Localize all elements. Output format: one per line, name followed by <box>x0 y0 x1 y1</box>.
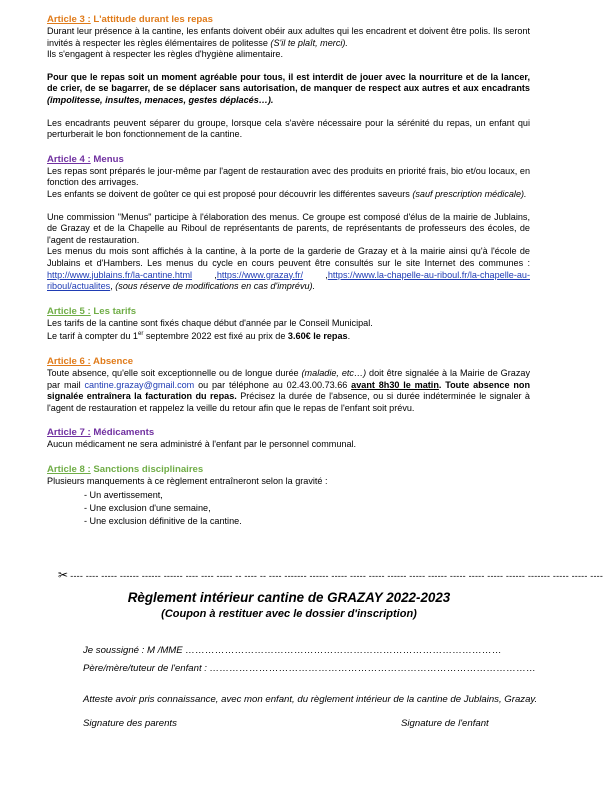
guardian-label: Père/mère/tuteur de l'enfant : <box>83 663 210 674</box>
article-7 <box>47 427 530 451</box>
article-3-p4: Les encadrants peuvent séparer du groupe, lorsque cela s'avère nécessaire pour la sérénité du repas, un enfant qui perturberait le bon fonctionnement de la cantine. <box>47 117 530 140</box>
article-4-p4-italic: (sous réserve de modifications en cas d'imprévu). <box>115 281 316 292</box>
article-3-p2: Ils s'engagent à respecter les règles d'hygiène alimentaire. <box>47 49 284 60</box>
article-5 <box>47 306 530 343</box>
guardian-field[interactable]: ……………………………………………………………………………………… <box>209 663 537 674</box>
form-line-name <box>83 645 502 657</box>
list-item: - Une exclusion définitive de la cantine. <box>84 516 242 527</box>
article-4-title: Menus <box>90 153 124 165</box>
article-5-heading <box>47 306 530 318</box>
article-8 <box>47 464 530 529</box>
article-6-heading <box>47 356 530 368</box>
article-4-label: Article 4 : <box>47 153 91 165</box>
cut-dashes: ---- ---- ----- ------ ------ ------ ---- ---- ----- -- ---- -- ---- ------- ------ ----- ----- ----- ------ ----- ------ ----- ----- ----- ------ ------- ----- ----- ---- <box>70 571 603 581</box>
article-6-p1c: ou par téléphone au 02.43.00.73.66 <box>194 379 352 390</box>
article-3-p1 <box>47 26 530 49</box>
article-6-p1b: doit être signalée à la Mairie de Grazay par mail <box>47 367 530 390</box>
article-3-p1-italic: (S'il te plaît, merci). <box>270 37 348 48</box>
sanctions-list <box>84 489 530 528</box>
article-7-heading <box>47 427 530 439</box>
article-3-heading <box>47 14 530 26</box>
article-6-p1-text: Toute absence, qu'elle soit exceptionnelle ou de longue durée <box>47 367 302 378</box>
cut-line <box>58 568 603 583</box>
article-5-p2b: septembre 2022 est fixé au prix de <box>143 331 288 342</box>
article-3-p3 <box>47 72 530 107</box>
article-7-title: Médicaments <box>90 427 155 439</box>
name-field[interactable]: …………………………………………………………………………………… <box>185 645 502 656</box>
article-6-p1 <box>47 368 530 414</box>
article-6 <box>47 356 530 414</box>
article-3-label: Article 3 : <box>47 14 91 25</box>
article-5-p2-end: . <box>347 331 351 342</box>
grazay-link[interactable]: https://www.grazay.fr/ <box>216 269 304 280</box>
article-3-p1-text: Durant leur présence à la cantine, les enfants doivent obéir aux adultes qui les encadrent et doivent être polis. Ils seront invités à respecter les règles élémentaires de politesse <box>47 26 530 48</box>
article-5-sup: er <box>138 331 144 338</box>
article-4-p3: Une commission "Menus" participe à l'élaboration des menus. Ce groupe est composé d'élus de la mairie de Jublains, de Grazay et de la Chapelle au Riboul de représentants de parents, de représentants de professeurs des écoles, de l'agent de restauration. <box>47 211 530 245</box>
article-5-p2-text: Le tarif à compter du 1 <box>47 331 138 342</box>
list-item: - Une exclusion d'une semaine, <box>84 503 211 514</box>
article-5-title: Les tarifs <box>90 305 137 317</box>
form-line-guardian <box>83 663 536 675</box>
article-5-label: Article 5 : <box>47 305 91 317</box>
article-5-p1: Les tarifs de la cantine sont fixés chaque début d'année par le Conseil Municipal. <box>47 317 373 328</box>
article-4-p2-italic: (sauf prescription médicale). <box>412 188 527 199</box>
article-8-label: Article 8 : <box>47 463 91 475</box>
article-3-p3-bold: Pour que le repas soit un moment agréable pour tous, il est interdit de jouer avec la nourriture et de la lancer, de crier, de se bagarrer, de se déplacer sans autorisation, de manquer de respect aux autres et aux encadrants <box>47 71 530 94</box>
signature-parents: Signature des parents <box>83 718 177 729</box>
article-4-p1: Les repas sont préparés le jour-même par l'agent de restauration avec des produits en priorité frais, bio et/ou locaux, en fonction des arrivages. <box>47 165 530 188</box>
article-6-p1e: Précisez la durée de l'absence, ou si durée indéterminée le signaler à l'agent de restauration et rappelez la veille du retour afin que le repas de l'enfant soit prévu. <box>47 391 530 413</box>
list-item: - Un avertissement, <box>84 490 163 501</box>
article-6-title: Absence <box>90 355 134 367</box>
article-6-label: Article 6 : <box>47 355 91 367</box>
article-6-p1-italic: (maladie, etc…) <box>301 367 367 378</box>
article-4-p4: Les menus du mois sont affichés à la cantine, à la porte de la garderie de Grazay et à la mairie ainsi qu'à l'école de Jublains et d'Hambers. Les menus du cycle en cours peuvent être consultés sur le site Internet des communes : http://www.jublains.fr/la-cantine.html ,https://www.grazay.fr/ ,https://www.la-chapelle-au-riboul.fr/la-chapelle-au-riboul/actualites, (sous réserve de modifications en cas d'imprévu). <box>47 246 530 292</box>
cantine-email-link[interactable]: cantine.grazay@gmail.com <box>84 379 195 390</box>
article-7-p1: Aucun médicament ne sera administré à l'enfant par le personnel communal. <box>47 439 357 450</box>
article-5-p2 <box>47 329 530 343</box>
signature-child: Signature de l'enfant <box>401 718 489 729</box>
reglement-page <box>47 14 530 541</box>
article-8-p1: Plusieurs manquements à ce règlement entraîneront selon la gravité : <box>47 475 328 486</box>
scissors-icon: ✂ <box>58 568 69 582</box>
article-4-p2 <box>47 189 530 201</box>
article-6-p1d: . Toute absence non signalée entraînera la facturation du repas. <box>47 379 530 402</box>
article-7-label: Article 7 : <box>47 427 91 439</box>
article-3-title: L'attitude durant les repas <box>90 14 213 25</box>
name-label: Je soussigné : M /MME <box>83 645 186 656</box>
article-8-title: Sanctions disciplinaires <box>90 463 204 475</box>
article-3-p3-italic: (impolitesse, insultes, menaces, gestes déplacés…). <box>47 94 274 105</box>
article-4-p2-text: Les enfants se doivent de goûter ce qui est proposé pour découvrir les différentes saveurs <box>47 188 413 199</box>
article-8-heading <box>47 464 530 476</box>
article-3 <box>47 14 530 141</box>
absence-deadline: avant 8h30 le matin <box>351 379 439 390</box>
article-4-heading <box>47 154 530 166</box>
chapelle-au-riboul-link[interactable]: https://www.la-chapelle-au-riboul.fr/la-chapelle-au-riboul/actualites <box>47 269 530 292</box>
coupon-subtitle: (Coupon à restituer avec le dossier d'inscription) <box>161 608 417 620</box>
coupon-title: Règlement intérieur cantine de GRAZAY 2022-2023 <box>127 590 451 605</box>
article-4 <box>47 154 530 293</box>
article-4-p4-text: Les menus du mois sont affichés à la cantine, à la porte de la garderie de Grazay et à la mairie ainsi qu'à l'école de Jublains et d'Hambers. Les menus du cycle en cours peuvent être consultés sur le site Internet des communes : <box>47 246 530 268</box>
meal-price: 3.60€ le repas <box>287 331 348 342</box>
attestation-text: Atteste avoir pris connaissance, avec mon enfant, du règlement intérieur de la cantine de Jublains, Grazay. <box>83 694 538 705</box>
jublains-link[interactable]: http://www.jublains.fr/la-cantine.html <box>47 269 193 280</box>
